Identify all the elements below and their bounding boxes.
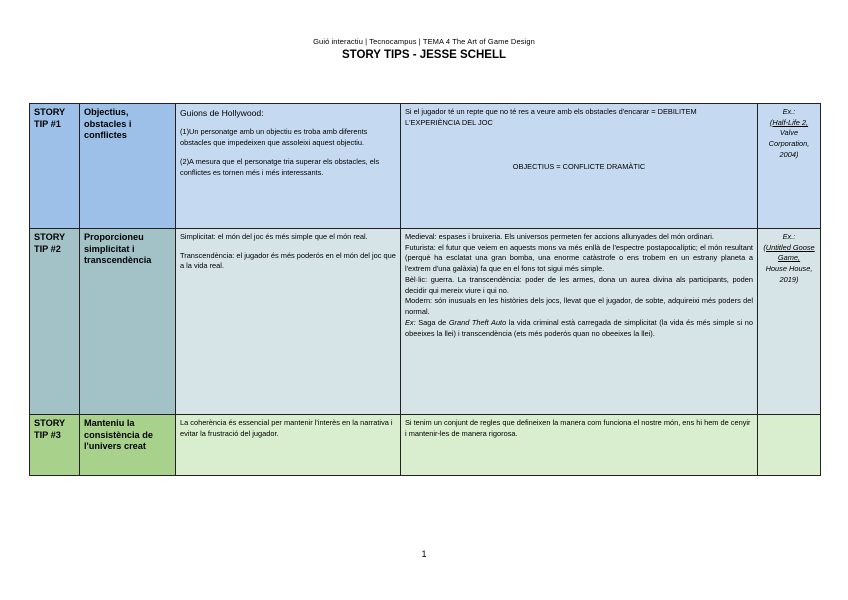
document-title: STORY TIPS - JESSE SCHELL bbox=[341, 49, 507, 61]
example-credit: House House, 2019) bbox=[765, 264, 813, 284]
detail-example: Ex: Saga de Grand Theft Auto la vida criminal està carregada de simplicitat (la vida és més simple si no obeeixes la llei) i transcendència (ets més poderós quan no obeeixes la llei). bbox=[405, 317, 753, 338]
detail-paragraph: Si tenim un conjunt de regles que defineixen la manera com funciona el nostre món, ens hi hem de cenyir i mantenir-les de manera rigorosa. bbox=[405, 418, 751, 438]
tip-name: Manteniu la consistència de l'univers creat bbox=[80, 415, 176, 476]
description-paragraph: Simplicitat: el món del joc és més simple que el món real. bbox=[180, 232, 368, 241]
tip-description bbox=[176, 229, 401, 415]
description-paragraph: (2)A mesura que el personatge tria superar els obstacles, els conflictes es tornen més i més interessants. bbox=[180, 156, 380, 177]
example-label: Ex.: bbox=[782, 232, 796, 241]
description-paragraph: La coherència és essencial per mantenir l'interès en la narrativa i evitar la frustració del jugador. bbox=[180, 418, 393, 438]
story-tips-table bbox=[29, 103, 821, 476]
tip-example bbox=[758, 229, 821, 415]
example-link[interactable]: (Untitled Goose Game, bbox=[763, 242, 815, 263]
tip-name: Objectius, obstacles i conflictes bbox=[80, 104, 176, 229]
tip-number: STORY TIP #1 bbox=[30, 104, 80, 229]
detail-paragraph: Modern: són inusuals en les històries dels jocs, llevat que el jugador, de sobte, adquireixi més poders del normal. bbox=[405, 296, 753, 317]
table-row bbox=[30, 415, 821, 476]
table-row bbox=[30, 229, 821, 415]
tip-description bbox=[176, 415, 401, 476]
page-number: 1 bbox=[421, 549, 427, 559]
tip-name: Proporcioneu simplicitat i transcendència bbox=[80, 229, 176, 415]
detail-paragraph: Medieval: espases i bruixeria. Els universos permeten fer accions allunyades del món ordinari. bbox=[405, 232, 714, 241]
tip-number: STORY TIP #3 bbox=[30, 415, 80, 476]
description-heading: Guions de Hollywood: bbox=[180, 108, 264, 118]
example-label: Ex.: bbox=[782, 107, 796, 116]
detail-paragraph: Bèl·lic: guerra. La transcendència: poder de les armes, dona un aurea divina als participants, poden decidir qui mereix viure i qui no. bbox=[405, 274, 753, 295]
tip-detail bbox=[401, 415, 758, 476]
tip-example bbox=[758, 415, 821, 476]
example-link[interactable]: (Half-Life 2, bbox=[769, 117, 809, 127]
tip-example bbox=[758, 104, 821, 229]
detail-paragraph: Si el jugador té un repte que no té res a veure amb els obstacles d'encarar = DEBILITEM L'EXPERIÈNCIA DEL JOC bbox=[405, 107, 697, 127]
tip-detail bbox=[401, 229, 758, 415]
description-paragraph: (1)Un personatge amb un objectiu es troba amb diferents obstacles que impedeixen que assoleixi aquest objectiu. bbox=[180, 127, 368, 148]
description-paragraph: Transcendència: el jugador és més poderós en el món del joc que a la vida real. bbox=[180, 250, 396, 271]
example-credit: Valve Corporation, 2004) bbox=[768, 128, 810, 159]
tip-detail bbox=[401, 104, 758, 229]
detail-formula: OBJECTIUS = CONFLICTE DRAMÀTIC bbox=[512, 162, 646, 172]
document-subtitle: Guió interactiu | Tecnocampus | TEMA 4 The Art of Game Design bbox=[313, 37, 535, 46]
table-row bbox=[30, 104, 821, 229]
tip-description bbox=[176, 104, 401, 229]
detail-paragraph: Futurista: el futur que veiem en aquests mons va més enllà de l'espectre postapocalíptic; el món resultant (perquè ha esclatat una gran bomba, una enorme catàstrofe o ens trobem en un estrany planeta a l'extrem d'una galàxia) fa que en el fons tot sigui més simple. bbox=[405, 242, 753, 274]
tip-number: STORY TIP #2 bbox=[30, 229, 80, 415]
